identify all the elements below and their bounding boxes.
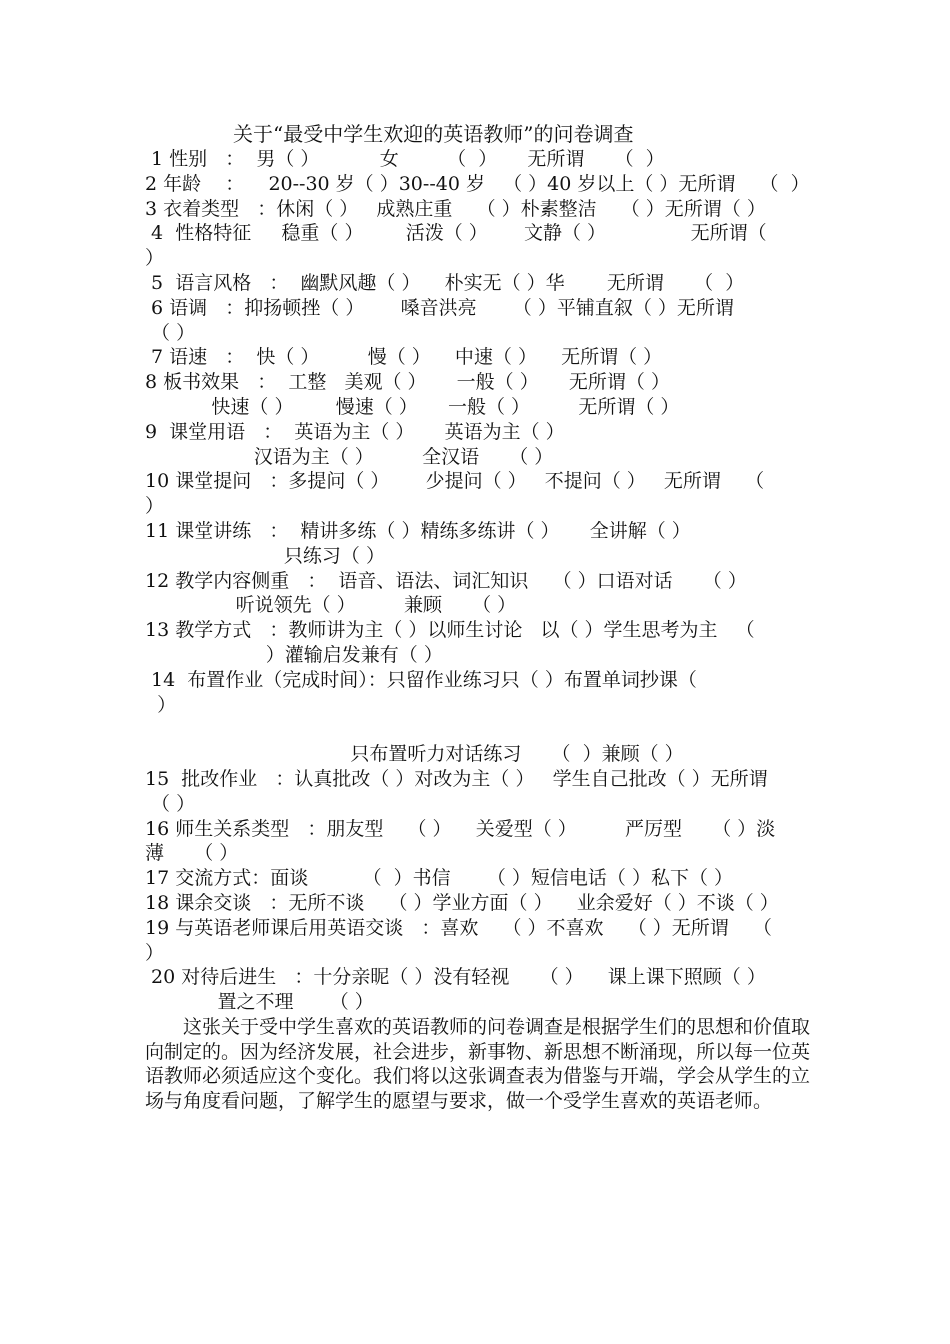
question-line: 4 性格特征 稳重（ ） 活泼（ ） 文静（ ） 无所谓（ bbox=[145, 222, 767, 245]
question-line: 13 教学方式 ：教师讲为主（ ）以师生讨论 以（ ）学生思考为主 （ bbox=[145, 619, 755, 642]
question-line: 8 板书效果 ： 工整 美观（ ） 一般（ ） 无所谓（ ） bbox=[145, 371, 670, 394]
question-line: 15 批改作业 ：认真批改（ ）对改为主（ ） 学生自己批改（ ）无所谓 bbox=[145, 767, 768, 790]
question-line: 6 语调 ：抑扬顿挫（ ） 嗓音洪亮 （ ）平铺直叙（ ）无所谓 bbox=[145, 296, 734, 319]
questionnaire-title: 关于“最受中学生欢迎的英语教师”的问卷调查 bbox=[233, 122, 634, 146]
question-line: ） bbox=[145, 247, 165, 270]
document-body bbox=[145, 122, 810, 1114]
question-line: ） bbox=[145, 495, 165, 518]
summary-paragraph: 这张关于受中学生喜欢的英语教师的问卷调查是根据学生们的思想和价值取向制定的。因为经济发展，社会进步，新事物、新思想不断涌现，所以每一位英语教师必须适应这个变化。我们将以这张调查表为借鉴与开端，学会从学生的立场与角度看问题，了解学生的愿望与要求，做一个受学生喜欢的英语老师。 bbox=[145, 1015, 811, 1113]
question-line: 快速（ ） 慢速（ ） 一般（ ） 无所谓（ ） bbox=[145, 395, 680, 418]
question-line: 7 语速 ： 快（ ） 慢（ ） 中速（ ） 无所谓（ ） bbox=[145, 346, 663, 369]
question-line: 19 与英语老师课后用英语交谈 ：喜欢 （ ）不喜欢 （ ）无所谓 （ bbox=[145, 916, 772, 939]
question-line: 1 性别 ： 男（ ） 女 （ ） 无所谓 （ ） bbox=[145, 148, 665, 170]
question-line: 9 课堂用语 ： 英语为主（ ） 英语为主（ ） bbox=[145, 420, 565, 443]
question-line: 薄 （ ） bbox=[145, 842, 239, 865]
question-list bbox=[145, 147, 810, 1015]
question-line: 12 教学内容侧重 ： 语音、语法、词汇知识 （ ）口语对话 （ ） bbox=[145, 569, 747, 592]
question-line: 汉语为主（ ） 全汉语 （ ） bbox=[145, 445, 554, 468]
question-line: 16 师生关系类型 ：朋友型 （ ） 关爱型（ ） 严厉型 （ ）淡 bbox=[145, 817, 776, 840]
question-line: 只布置听力对话练习 （ ）兼顾（ ） bbox=[145, 743, 684, 766]
question-line: （ ） bbox=[145, 321, 196, 344]
question-line: ） bbox=[145, 941, 165, 964]
question-line: （ ） bbox=[145, 792, 196, 815]
question-line: 18 课余交谈 ：无所不谈 （ ）学业方面（ ） 业余爱好（ ）不谈（ ） bbox=[145, 891, 779, 914]
question-line: 5 语言风格 ： 幽默风趣（ ） 朴实无（ ）华 无所谓 （ ） bbox=[145, 271, 745, 294]
question-line: 11 课堂讲练 ： 精讲多练（ ）精练多练讲（ ） 全讲解（ ） bbox=[145, 519, 691, 542]
question-line: 14 布置作业（完成时间）：只留作业练习只（ ）布置单词抄课（ bbox=[145, 668, 697, 691]
question-line: 3 衣着类型 ：休闲（ ） 成熟庄重 （ ）朴素整洁 （ ）无所谓（ ） bbox=[145, 197, 766, 220]
question-line: ）灌输启发兼有（ ） bbox=[145, 643, 443, 666]
question-line bbox=[145, 717, 810, 742]
question-line: ） bbox=[145, 693, 177, 716]
question-line: 17 交流方式：面谈 （ ）书信 （ ）短信电话（ ）私下（ ） bbox=[145, 867, 734, 890]
question-line: 听说领先（ ） 兼顾 （ ） bbox=[145, 594, 517, 617]
question-line: 10 课堂提问 ：多提问（ ） 少提问（ ） 不提问（ ） 无所谓 （ bbox=[145, 470, 765, 493]
question-line: 只练习（ ） bbox=[145, 544, 385, 567]
question-line: 20 对待后进生 ：十分亲昵（ ）没有轻视 （ ） 课上课下照顾（ ） bbox=[145, 966, 766, 989]
question-line: 置之不理 （ ） bbox=[145, 991, 374, 1014]
question-line: 2 年龄 ： 20--30 岁（ ）30--40 岁 （ ）40 岁以上（ ）无所谓 （ ） bbox=[145, 172, 810, 195]
